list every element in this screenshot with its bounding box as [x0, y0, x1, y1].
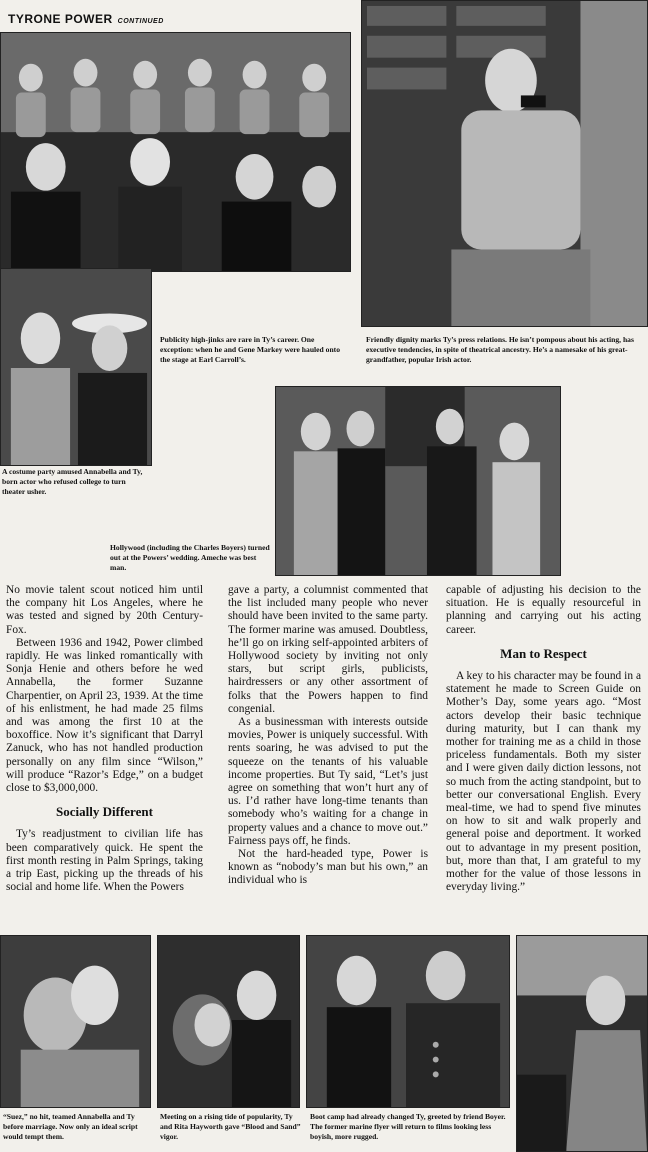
article-paragraph: capable of adjusting his decision to the situation. He is equally resourceful in planning and carrying out his acting career. [446, 584, 641, 636]
photo-suez [0, 935, 151, 1108]
photo-wedding [275, 386, 561, 576]
article-paragraph: gave a party, a columnist commented that the list included many people who never should have been invited to the same party. The former marine was amused. Doubtless, he’ll go on irking self-appointed arbiters of Hollywood society by inviting not only stars, but script girls, publicists, hairdressers or any other assortment of folks that the Powers happen to find congenial. [228, 584, 428, 715]
header-continued: CONTINUED [117, 18, 164, 25]
article-paragraph: Ty’s readjustment to civilian life has been comparatively quick. He spent the first month resting in Palm Springs, taking a trip East, picking up the threads of his social and home life. When the Powers [6, 828, 203, 894]
heading-socially-different: Socially Different [56, 804, 153, 820]
article-paragraph: As a businessman with interests outside movies, Power is uniquely successful. With rents soaring, he was advised to put the squeeze on the tenants of his valuable income properties. But Ty said, “Let’s just agree on something that won’t hurt any of us. I’d rather have long-time tenants than somebody who’s waiting for a change in property values and a chance to move out.” Fairness pays off, he finds. [228, 716, 428, 847]
photo-boot-camp [306, 935, 510, 1108]
photo-costume-party [0, 268, 152, 466]
article-column-1 [6, 584, 203, 894]
caption-carroll: Publicity high-jinks are rare in Ty’s career. One exception: when he and Gene Markey were hauled onto the stage at Earl Carroll’s. [160, 335, 348, 365]
caption-phone: Friendly dignity marks Ty’s press relations. He isn’t pompous about his acting, has executive tendencies, in spite of theatrical ancestry. He’s a namesake of his great-grandfather, popular Irish actor. [366, 335, 648, 365]
article-paragraph: Between 1936 and 1942, Power climbed rapidly. He was linked romantically with Sonja Henie and others before he wed Annabella, the former Suzanne Charpentier, on April 23, 1939. At the time of his enlistment, he had made 25 films and was among the first 10 at the boxoffice. Now it’s significant that Darryl Zanuck, who has not handled production personally on any film since “Wilson,” will produce “Razor’s Edge,” on a budget close to $3,000,000. [6, 636, 203, 795]
photo-carroll-stage [0, 32, 351, 272]
article-paragraph: No movie talent scout noticed him until the company hit Los Angeles, where he was tested and signed by 20th Century-Fox. [6, 584, 203, 636]
caption-wedding: Hollywood (including the Charles Boyers) turned out at the Powers’ wedding. Ameche was best man. [110, 543, 270, 572]
caption-hayworth: Meeting on a rising tide of popularity, Ty and Rita Hayworth gave “Blood and Sand” vigor. [160, 1112, 301, 1141]
caption-costume: A costume party amused Annabella and Ty, born actor who refused college to turn theater usher. [2, 467, 150, 497]
header-title: TYRONE POWER [8, 12, 113, 26]
article-column-3 [446, 584, 641, 894]
photo-cockpit [516, 935, 648, 1152]
article-paragraph: Not the hard-headed type, Power is known as “nobody’s man but his own,” an individual who is [228, 848, 428, 887]
article-column-2 [228, 584, 428, 888]
caption-suez: “Suez,” no hit, teamed Annabella and Ty before marriage. Now only an ideal script would tempt them. [3, 1112, 153, 1142]
page-header [8, 12, 164, 26]
photo-telephone [361, 0, 648, 327]
caption-bootcamp: Boot camp had already changed Ty, greeted by friend Boyer. The former marine flyer will return to films looking less boyish, more rugged. [310, 1112, 510, 1142]
photo-blood-and-sand [157, 935, 300, 1108]
heading-man-to-respect: Man to Respect [500, 645, 587, 661]
article-paragraph: A key to his character may be found in a statement he made to Screen Guide on Mother’s Day, some years ago. “Most actors develop their basic technique during maturity, but I can thank my mother for training me as a child in those priceless fundamentals. Both my sister and I were given daily diction lessons, not so much from the acting standpoint, but to better our conversational English. Every meal-time, we had to spend five minutes on how to sit and walk properly and general poise and deportment. It worked out to advantage in my present position, but, more than that, I am grateful to my mother for the value of those lessons in everyday living.” [446, 670, 641, 894]
